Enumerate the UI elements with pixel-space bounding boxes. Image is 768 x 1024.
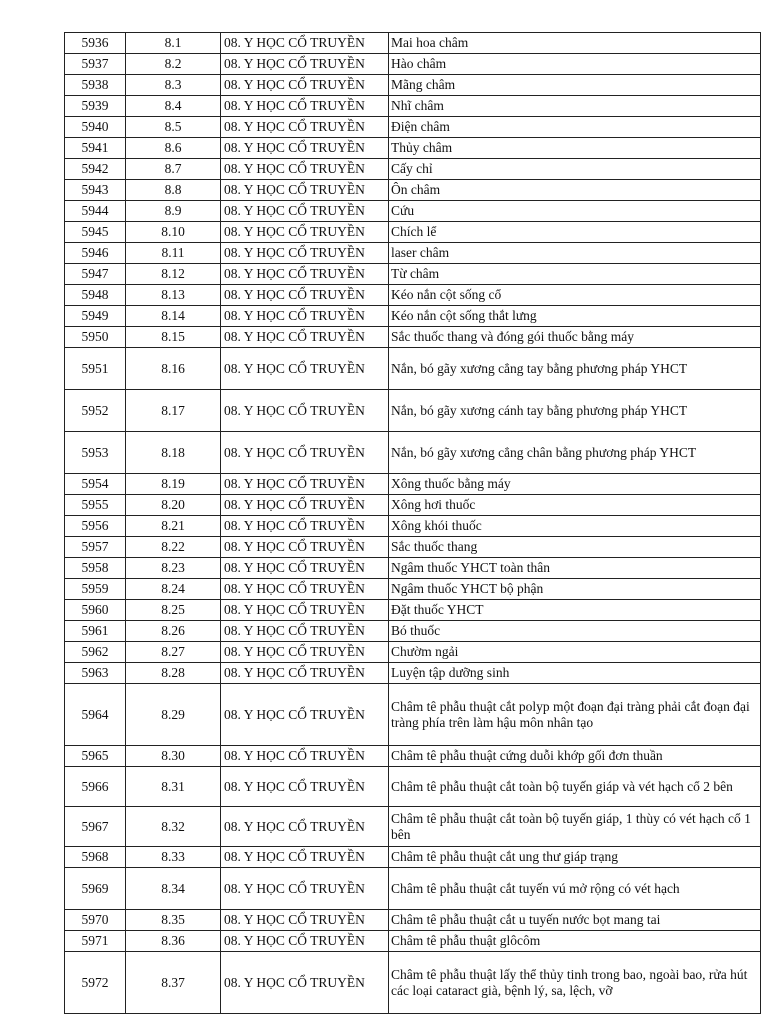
row-code-cell: 8.15 bbox=[126, 327, 221, 348]
row-id-cell: 5969 bbox=[65, 868, 126, 910]
row-category-cell: 08. Y HỌC CỔ TRUYỀN bbox=[221, 767, 389, 807]
row-id-cell: 5945 bbox=[65, 222, 126, 243]
row-name-cell: Xông thuốc bằng máy bbox=[389, 474, 761, 495]
row-code-cell: 8.5 bbox=[126, 117, 221, 138]
row-id-cell: 5943 bbox=[65, 180, 126, 201]
row-code-cell: 8.25 bbox=[126, 600, 221, 621]
row-category-cell: 08. Y HỌC CỔ TRUYỀN bbox=[221, 579, 389, 600]
row-code-cell: 8.37 bbox=[126, 952, 221, 1014]
row-name-cell: Châm tê phẫu thuật cắt polyp một đoạn đại tràng phải cắt đoạn đại tràng phía trên làm hậu môn nhân tạo bbox=[389, 684, 761, 746]
row-code-cell: 8.16 bbox=[126, 348, 221, 390]
row-name-cell: Châm tê phẫu thuật cắt u tuyến nước bọt mang tai bbox=[389, 910, 761, 931]
row-name-cell: Châm tê phẫu thuật lấy thể thủy tinh trong bao, ngoài bao, rửa hút các loại cataract già, bệnh lý, sa, lệch, vỡ bbox=[389, 952, 761, 1014]
row-code-cell: 8.22 bbox=[126, 537, 221, 558]
row-id-cell: 5958 bbox=[65, 558, 126, 579]
table-row bbox=[65, 348, 761, 390]
row-category-cell: 08. Y HỌC CỔ TRUYỀN bbox=[221, 327, 389, 348]
row-id-cell: 5971 bbox=[65, 931, 126, 952]
row-category-cell: 08. Y HỌC CỔ TRUYỀN bbox=[221, 746, 389, 767]
row-code-cell: 8.31 bbox=[126, 767, 221, 807]
row-name-cell: Xông khói thuốc bbox=[389, 516, 761, 537]
row-category-cell: 08. Y HỌC CỔ TRUYỀN bbox=[221, 663, 389, 684]
row-id-cell: 5965 bbox=[65, 746, 126, 767]
row-name-cell: Nhĩ châm bbox=[389, 96, 761, 117]
table-row bbox=[65, 474, 761, 495]
row-name-cell: Sắc thuốc thang và đóng gói thuốc bằng máy bbox=[389, 327, 761, 348]
row-category-cell: 08. Y HỌC CỔ TRUYỀN bbox=[221, 474, 389, 495]
row-category-cell: 08. Y HỌC CỔ TRUYỀN bbox=[221, 180, 389, 201]
row-name-cell: Ngâm thuốc YHCT bộ phận bbox=[389, 579, 761, 600]
row-category-cell: 08. Y HỌC CỔ TRUYỀN bbox=[221, 432, 389, 474]
row-category-cell: 08. Y HỌC CỔ TRUYỀN bbox=[221, 642, 389, 663]
row-category-cell: 08. Y HỌC CỔ TRUYỀN bbox=[221, 558, 389, 579]
table-row bbox=[65, 306, 761, 327]
table-row bbox=[65, 159, 761, 180]
row-code-cell: 8.20 bbox=[126, 495, 221, 516]
table-row bbox=[65, 495, 761, 516]
table-row bbox=[65, 746, 761, 767]
table-row bbox=[65, 931, 761, 952]
row-category-cell: 08. Y HỌC CỔ TRUYỀN bbox=[221, 201, 389, 222]
row-id-cell: 5948 bbox=[65, 285, 126, 306]
table-row bbox=[65, 847, 761, 868]
row-name-cell: Cấy chỉ bbox=[389, 159, 761, 180]
row-name-cell: Kéo nắn cột sống cổ bbox=[389, 285, 761, 306]
row-code-cell: 8.6 bbox=[126, 138, 221, 159]
row-category-cell: 08. Y HỌC CỔ TRUYỀN bbox=[221, 847, 389, 868]
row-id-cell: 5950 bbox=[65, 327, 126, 348]
table-row bbox=[65, 642, 761, 663]
row-code-cell: 8.9 bbox=[126, 201, 221, 222]
row-name-cell: Châm tê phẫu thuật cứng duỗi khớp gối đơn thuần bbox=[389, 746, 761, 767]
row-category-cell: 08. Y HỌC CỔ TRUYỀN bbox=[221, 264, 389, 285]
table-row bbox=[65, 600, 761, 621]
row-id-cell: 5970 bbox=[65, 910, 126, 931]
row-category-cell: 08. Y HỌC CỔ TRUYỀN bbox=[221, 138, 389, 159]
row-code-cell: 8.34 bbox=[126, 868, 221, 910]
table-row bbox=[65, 96, 761, 117]
table-row bbox=[65, 537, 761, 558]
table-row bbox=[65, 868, 761, 910]
row-id-cell: 5936 bbox=[65, 33, 126, 54]
row-category-cell: 08. Y HỌC CỔ TRUYỀN bbox=[221, 931, 389, 952]
row-id-cell: 5966 bbox=[65, 767, 126, 807]
row-name-cell: Ôn châm bbox=[389, 180, 761, 201]
row-id-cell: 5964 bbox=[65, 684, 126, 746]
row-name-cell: Sắc thuốc thang bbox=[389, 537, 761, 558]
row-name-cell: Thủy châm bbox=[389, 138, 761, 159]
table-row bbox=[65, 117, 761, 138]
row-category-cell: 08. Y HỌC CỔ TRUYỀN bbox=[221, 75, 389, 96]
table-row bbox=[65, 54, 761, 75]
row-name-cell: Chườm ngải bbox=[389, 642, 761, 663]
row-code-cell: 8.4 bbox=[126, 96, 221, 117]
row-code-cell: 8.7 bbox=[126, 159, 221, 180]
row-id-cell: 5946 bbox=[65, 243, 126, 264]
row-code-cell: 8.36 bbox=[126, 931, 221, 952]
row-code-cell: 8.24 bbox=[126, 579, 221, 600]
row-name-cell: Xông hơi thuốc bbox=[389, 495, 761, 516]
table-row bbox=[65, 432, 761, 474]
row-category-cell: 08. Y HỌC CỔ TRUYỀN bbox=[221, 910, 389, 931]
row-id-cell: 5955 bbox=[65, 495, 126, 516]
procedure-table bbox=[64, 32, 761, 1014]
row-id-cell: 5963 bbox=[65, 663, 126, 684]
row-id-cell: 5949 bbox=[65, 306, 126, 327]
row-code-cell: 8.10 bbox=[126, 222, 221, 243]
table-body bbox=[65, 33, 761, 1014]
row-code-cell: 8.8 bbox=[126, 180, 221, 201]
row-name-cell: Mai hoa châm bbox=[389, 33, 761, 54]
row-code-cell: 8.13 bbox=[126, 285, 221, 306]
table-row bbox=[65, 516, 761, 537]
row-id-cell: 5953 bbox=[65, 432, 126, 474]
row-name-cell: Bó thuốc bbox=[389, 621, 761, 642]
row-name-cell: Nắn, bó gãy xương cẳng chân bằng phương pháp YHCT bbox=[389, 432, 761, 474]
table-row bbox=[65, 264, 761, 285]
row-id-cell: 5938 bbox=[65, 75, 126, 96]
row-id-cell: 5954 bbox=[65, 474, 126, 495]
row-category-cell: 08. Y HỌC CỔ TRUYỀN bbox=[221, 537, 389, 558]
row-code-cell: 8.32 bbox=[126, 807, 221, 847]
row-code-cell: 8.19 bbox=[126, 474, 221, 495]
table-row bbox=[65, 558, 761, 579]
row-code-cell: 8.26 bbox=[126, 621, 221, 642]
row-name-cell: Đặt thuốc YHCT bbox=[389, 600, 761, 621]
table-row bbox=[65, 327, 761, 348]
row-id-cell: 5960 bbox=[65, 600, 126, 621]
row-code-cell: 8.3 bbox=[126, 75, 221, 96]
table-row bbox=[65, 138, 761, 159]
row-id-cell: 5952 bbox=[65, 390, 126, 432]
row-name-cell: Điện châm bbox=[389, 117, 761, 138]
row-category-cell: 08. Y HỌC CỔ TRUYỀN bbox=[221, 684, 389, 746]
row-id-cell: 5937 bbox=[65, 54, 126, 75]
row-name-cell: Cứu bbox=[389, 201, 761, 222]
table-row bbox=[65, 75, 761, 96]
row-name-cell: Nắn, bó gãy xương cẳng tay bằng phương pháp YHCT bbox=[389, 348, 761, 390]
row-category-cell: 08. Y HỌC CỔ TRUYỀN bbox=[221, 600, 389, 621]
table-row bbox=[65, 767, 761, 807]
row-category-cell: 08. Y HỌC CỔ TRUYỀN bbox=[221, 117, 389, 138]
row-name-cell: Luyện tập dưỡng sinh bbox=[389, 663, 761, 684]
row-id-cell: 5942 bbox=[65, 159, 126, 180]
row-code-cell: 8.12 bbox=[126, 264, 221, 285]
row-category-cell: 08. Y HỌC CỔ TRUYỀN bbox=[221, 868, 389, 910]
table-row bbox=[65, 621, 761, 642]
row-name-cell: Châm tê phẫu thuật cắt tuyến vú mở rộng có vét hạch bbox=[389, 868, 761, 910]
row-category-cell: 08. Y HỌC CỔ TRUYỀN bbox=[221, 390, 389, 432]
table-row bbox=[65, 807, 761, 847]
row-name-cell: Kéo nắn cột sống thắt lưng bbox=[389, 306, 761, 327]
row-id-cell: 5959 bbox=[65, 579, 126, 600]
table-row bbox=[65, 201, 761, 222]
row-name-cell: Châm tê phẫu thuật cắt toàn bộ tuyến giáp và vét hạch cổ 2 bên bbox=[389, 767, 761, 807]
row-code-cell: 8.1 bbox=[126, 33, 221, 54]
row-category-cell: 08. Y HỌC CỔ TRUYỀN bbox=[221, 306, 389, 327]
table-row bbox=[65, 285, 761, 306]
row-id-cell: 5962 bbox=[65, 642, 126, 663]
row-category-cell: 08. Y HỌC CỔ TRUYỀN bbox=[221, 952, 389, 1014]
table-row bbox=[65, 222, 761, 243]
row-code-cell: 8.30 bbox=[126, 746, 221, 767]
table-row bbox=[65, 390, 761, 432]
row-name-cell: Châm tê phẫu thuật cắt ung thư giáp trạng bbox=[389, 847, 761, 868]
row-code-cell: 8.23 bbox=[126, 558, 221, 579]
row-code-cell: 8.11 bbox=[126, 243, 221, 264]
row-category-cell: 08. Y HỌC CỔ TRUYỀN bbox=[221, 807, 389, 847]
row-category-cell: 08. Y HỌC CỔ TRUYỀN bbox=[221, 33, 389, 54]
table-row bbox=[65, 910, 761, 931]
row-id-cell: 5941 bbox=[65, 138, 126, 159]
row-category-cell: 08. Y HỌC CỔ TRUYỀN bbox=[221, 243, 389, 264]
row-id-cell: 5956 bbox=[65, 516, 126, 537]
row-id-cell: 5967 bbox=[65, 807, 126, 847]
row-code-cell: 8.35 bbox=[126, 910, 221, 931]
row-code-cell: 8.27 bbox=[126, 642, 221, 663]
row-category-cell: 08. Y HỌC CỔ TRUYỀN bbox=[221, 621, 389, 642]
row-code-cell: 8.18 bbox=[126, 432, 221, 474]
row-name-cell: Mãng châm bbox=[389, 75, 761, 96]
row-name-cell: Chích lể bbox=[389, 222, 761, 243]
row-category-cell: 08. Y HỌC CỔ TRUYỀN bbox=[221, 495, 389, 516]
table-row bbox=[65, 243, 761, 264]
row-id-cell: 5972 bbox=[65, 952, 126, 1014]
row-name-cell: Ngâm thuốc YHCT toàn thân bbox=[389, 558, 761, 579]
row-category-cell: 08. Y HỌC CỔ TRUYỀN bbox=[221, 222, 389, 243]
row-id-cell: 5939 bbox=[65, 96, 126, 117]
table-row bbox=[65, 684, 761, 746]
table-row bbox=[65, 180, 761, 201]
row-code-cell: 8.2 bbox=[126, 54, 221, 75]
row-code-cell: 8.17 bbox=[126, 390, 221, 432]
row-id-cell: 5961 bbox=[65, 621, 126, 642]
row-id-cell: 5957 bbox=[65, 537, 126, 558]
row-category-cell: 08. Y HỌC CỔ TRUYỀN bbox=[221, 285, 389, 306]
row-code-cell: 8.33 bbox=[126, 847, 221, 868]
row-name-cell: Châm tê phẫu thuật glôcôm bbox=[389, 931, 761, 952]
row-id-cell: 5944 bbox=[65, 201, 126, 222]
row-id-cell: 5968 bbox=[65, 847, 126, 868]
row-id-cell: 5951 bbox=[65, 348, 126, 390]
table-row bbox=[65, 33, 761, 54]
row-category-cell: 08. Y HỌC CỔ TRUYỀN bbox=[221, 516, 389, 537]
table-row bbox=[65, 663, 761, 684]
row-name-cell: Nắn, bó gãy xương cánh tay bằng phương pháp YHCT bbox=[389, 390, 761, 432]
row-name-cell: Châm tê phẫu thuật cắt toàn bộ tuyến giáp, 1 thùy có vét hạch cổ 1 bên bbox=[389, 807, 761, 847]
row-category-cell: 08. Y HỌC CỔ TRUYỀN bbox=[221, 159, 389, 180]
row-name-cell: Từ châm bbox=[389, 264, 761, 285]
row-code-cell: 8.28 bbox=[126, 663, 221, 684]
row-code-cell: 8.29 bbox=[126, 684, 221, 746]
table-row bbox=[65, 579, 761, 600]
row-code-cell: 8.21 bbox=[126, 516, 221, 537]
row-category-cell: 08. Y HỌC CỔ TRUYỀN bbox=[221, 54, 389, 75]
row-category-cell: 08. Y HỌC CỔ TRUYỀN bbox=[221, 348, 389, 390]
table-row bbox=[65, 952, 761, 1014]
row-category-cell: 08. Y HỌC CỔ TRUYỀN bbox=[221, 96, 389, 117]
row-id-cell: 5940 bbox=[65, 117, 126, 138]
row-id-cell: 5947 bbox=[65, 264, 126, 285]
row-name-cell: laser châm bbox=[389, 243, 761, 264]
row-name-cell: Hào châm bbox=[389, 54, 761, 75]
row-code-cell: 8.14 bbox=[126, 306, 221, 327]
